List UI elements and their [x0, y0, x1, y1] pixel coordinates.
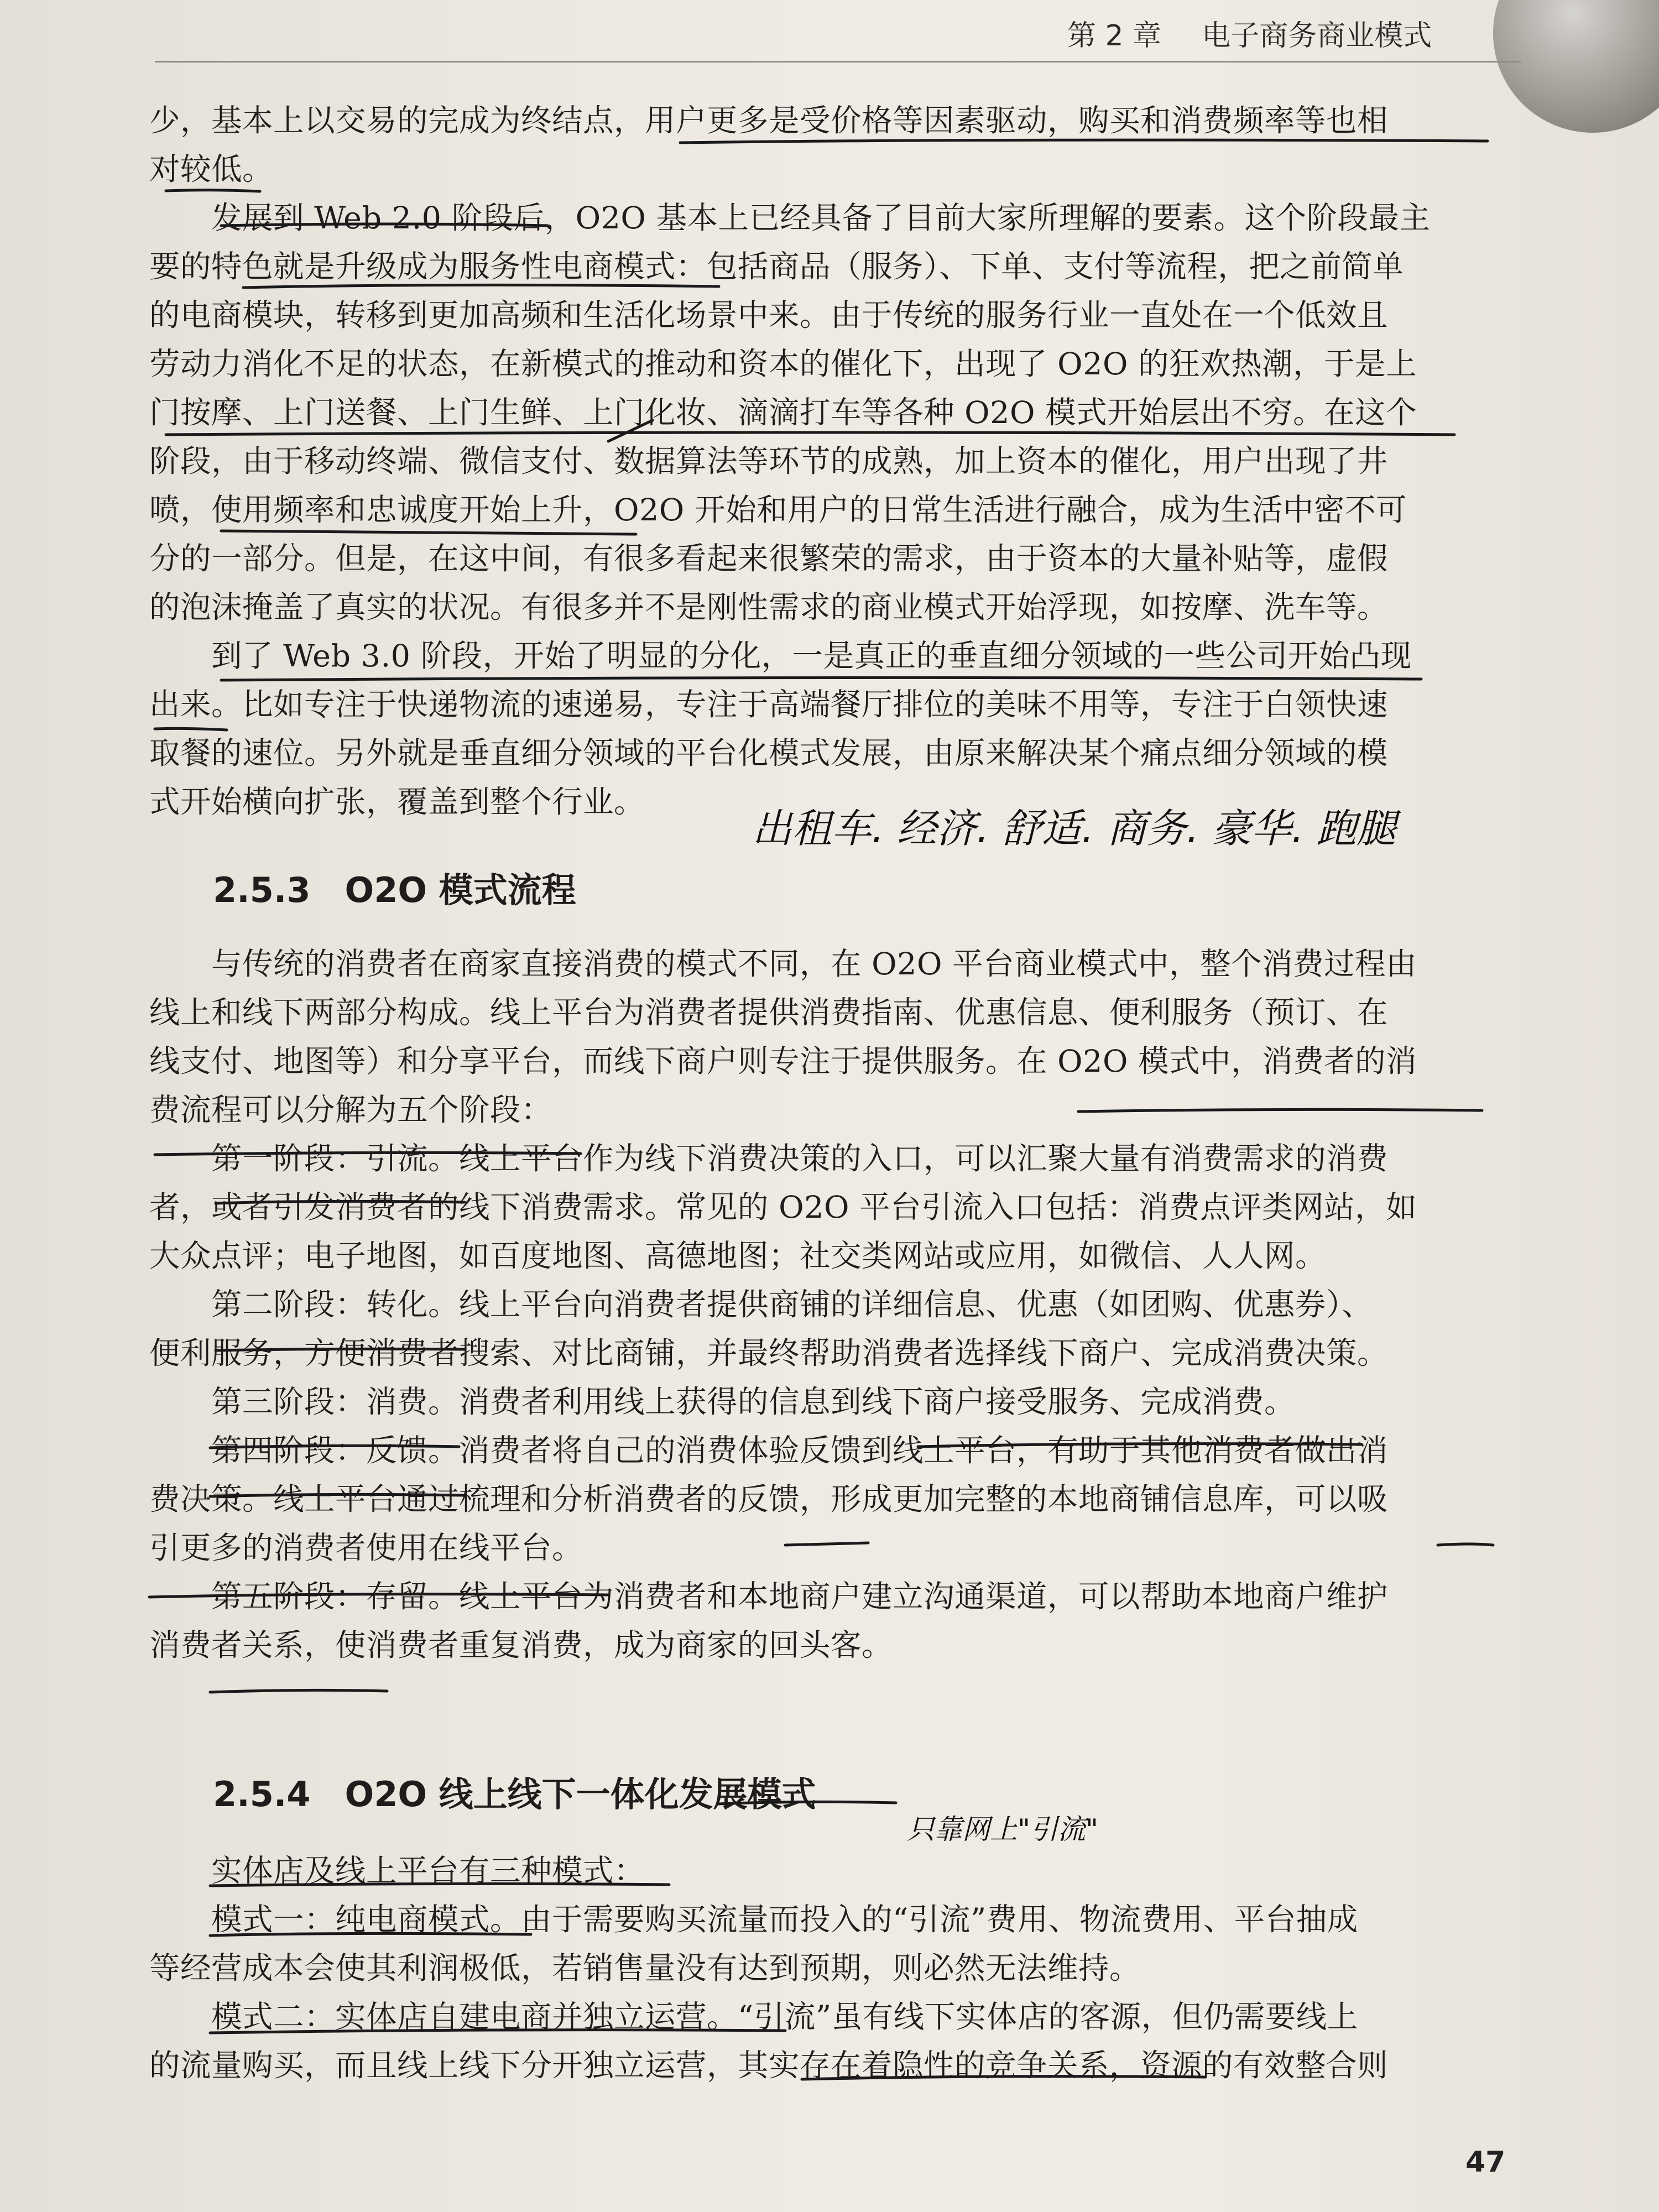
- text-line: 线支付、地图等）和分享平台，而线下商户则专注于提供服务。在 O2O 模式中，消费者的消: [149, 1044, 1417, 1079]
- text-line: 大众点评；电子地图，如百度地图、高德地图；社交类网站或应用，如微信、人人网。: [149, 1238, 1327, 1274]
- text-line: 对较低。: [149, 152, 274, 187]
- text-line: 费流程可以分解为五个阶段：: [149, 1092, 552, 1128]
- text-line: 模式一：纯电商模式。由于需要购买流量而投入的“引流”费用、物流费用、平台抽成: [211, 1902, 1358, 1938]
- section-heading-2-5-3: 2.5.3 O2O 模式流程: [213, 870, 576, 910]
- text-line: 模式二：实体店自建电商并独立运营。“引流”虽有线下实体店的客源，但仍需要线上: [211, 1999, 1358, 2035]
- header-title: 电子商务商业模式: [1202, 19, 1432, 53]
- section-2-5-4-body: [149, 1847, 1499, 2090]
- text-line: 便利服务，方便消费者搜索、对比商铺，并最终帮助消费者选择线下商户、完成消费决策。: [149, 1335, 1389, 1371]
- text-line: 第五阶段：存留。线上平台为消费者和本地商户建立沟通渠道，可以帮助本地商户维护: [211, 1579, 1389, 1615]
- text-line: 第二阶段：转化。线上平台向消费者提供商铺的详细信息、优惠（如团购、优惠券）、: [211, 1287, 1373, 1323]
- text-line: 线上和线下两部分构成。线上平台为消费者提供消费指南、优惠信息、便利服务（预订、在: [149, 995, 1389, 1031]
- handwritten-annotation-2: 只靠网上"引流": [907, 1813, 1098, 1845]
- header-rule: [155, 61, 1521, 62]
- text-line: 发展到 Web 2.0 阶段后，O2O 基本上已经具备了目前大家所理解的要素。这个阶段最主: [211, 200, 1431, 236]
- paragraph-2: [149, 194, 1499, 632]
- text-line: 喷，使用频率和忠诚度开始上升，O2O 开始和用户的日常生活进行融合，成为生活中密不可: [149, 492, 1407, 528]
- text-line: 的电商模块，转移到更加高频和生活化场景中来。由于传统的服务行业一直处在一个低效且: [149, 298, 1389, 333]
- text-line: 等经营成本会使其利润极低，若销售量没有达到预期，则必然无法维持。: [149, 1950, 1141, 1986]
- running-header: [1067, 12, 1488, 51]
- text-line: 第一阶段：引流。线上平台作为线下消费决策的入口，可以汇聚大量有消费需求的消费: [211, 1141, 1389, 1177]
- underline-mark: [210, 1690, 387, 1692]
- text-line: 实体店及线上平台有三种模式：: [211, 1853, 645, 1889]
- text-line: 要的特色就是升级成为服务性电商模式：包括商品（服务）、下单、支付等流程，把之前简单: [149, 249, 1404, 285]
- text-line: 到了 Web 3.0 阶段，开始了明显的分化，一是真正的垂直细分领域的一些公司开始凸现: [211, 638, 1412, 674]
- text-line: 第四阶段：反馈。消费者将自己的消费体验反馈到线上平台，有助于其他消费者做出消: [211, 1433, 1389, 1469]
- section-heading-2-5-4: 2.5.4 O2O 线上线下一体化发展模式: [213, 1774, 816, 1814]
- text-line: 劳动力消化不足的状态，在新模式的推动和资本的催化下，出现了 O2O 的狂欢热潮，于是上: [149, 346, 1417, 382]
- text-line: 少，基本上以交易的完成为终结点，用户更多是受价格等因素驱动，购买和消费频率等也相: [149, 103, 1389, 139]
- text-line: 的泡沫掩盖了真实的状况。有很多并不是刚性需求的商业模式开始浮现，如按摩、洗车等。: [149, 589, 1389, 625]
- text-line: 分的一部分。但是，在这中间，有很多看起来很繁荣的需求，由于资本的大量补贴等，虚假: [149, 541, 1389, 577]
- text-line: 的流量购买，而且线上线下分开独立运营，其实存在着隐性的竞争关系，资源的有效整合则: [149, 2048, 1389, 2084]
- paragraph-1: [149, 97, 1499, 194]
- handwritten-annotation: 出租车. 经济. 舒适. 商务. 豪华. 跑腿: [752, 805, 1396, 852]
- text-line: 出来。比如专注于快递物流的速递易，专注于高端餐厅排位的美味不用等，专注于白领快速: [149, 687, 1389, 723]
- page-number: 47: [1465, 2146, 1506, 2179]
- text-line: 取餐的速位。另外就是垂直细分领域的平台化模式发展，由原来解决某个痛点细分领域的模: [149, 735, 1389, 771]
- text-line: 阶段，由于移动终端、微信支付、数据算法等环节的成熟，加上资本的催化，用户出现了井: [149, 444, 1389, 479]
- text-line: 门按摩、上门送餐、上门生鲜、上门化妆、滴滴打车等各种 O2O 模式开始层出不穷。在这个: [149, 395, 1417, 431]
- text-line: 消费者关系，使消费者重复消费，成为商家的回头客。: [149, 1627, 893, 1663]
- text-line: 第三阶段：消费。消费者利用线上获得的信息到线下商户接受服务、完成消费。: [211, 1384, 1296, 1420]
- text-line: 式开始横向扩张，覆盖到整个行业。: [149, 784, 645, 820]
- text-line: 者，或者引发消费者的线下消费需求。常见的 O2O 平台引流入口包括：消费点评类网站，如: [149, 1190, 1417, 1225]
- text-line: 引更多的消费者使用在线平台。: [149, 1530, 583, 1566]
- corner-object: [1493, 0, 1659, 133]
- text-line: 费决策。线上平台通过梳理和分析消费者的反馈，形成更加完整的本地商铺信息库，可以吸: [149, 1481, 1389, 1517]
- text-line: 与传统的消费者在商家直接消费的模式不同，在 O2O 平台商业模式中，整个消费过程由: [211, 946, 1417, 982]
- section-2-5-3-body: [149, 940, 1499, 1670]
- header-chapter: 第 2 章: [1067, 19, 1162, 53]
